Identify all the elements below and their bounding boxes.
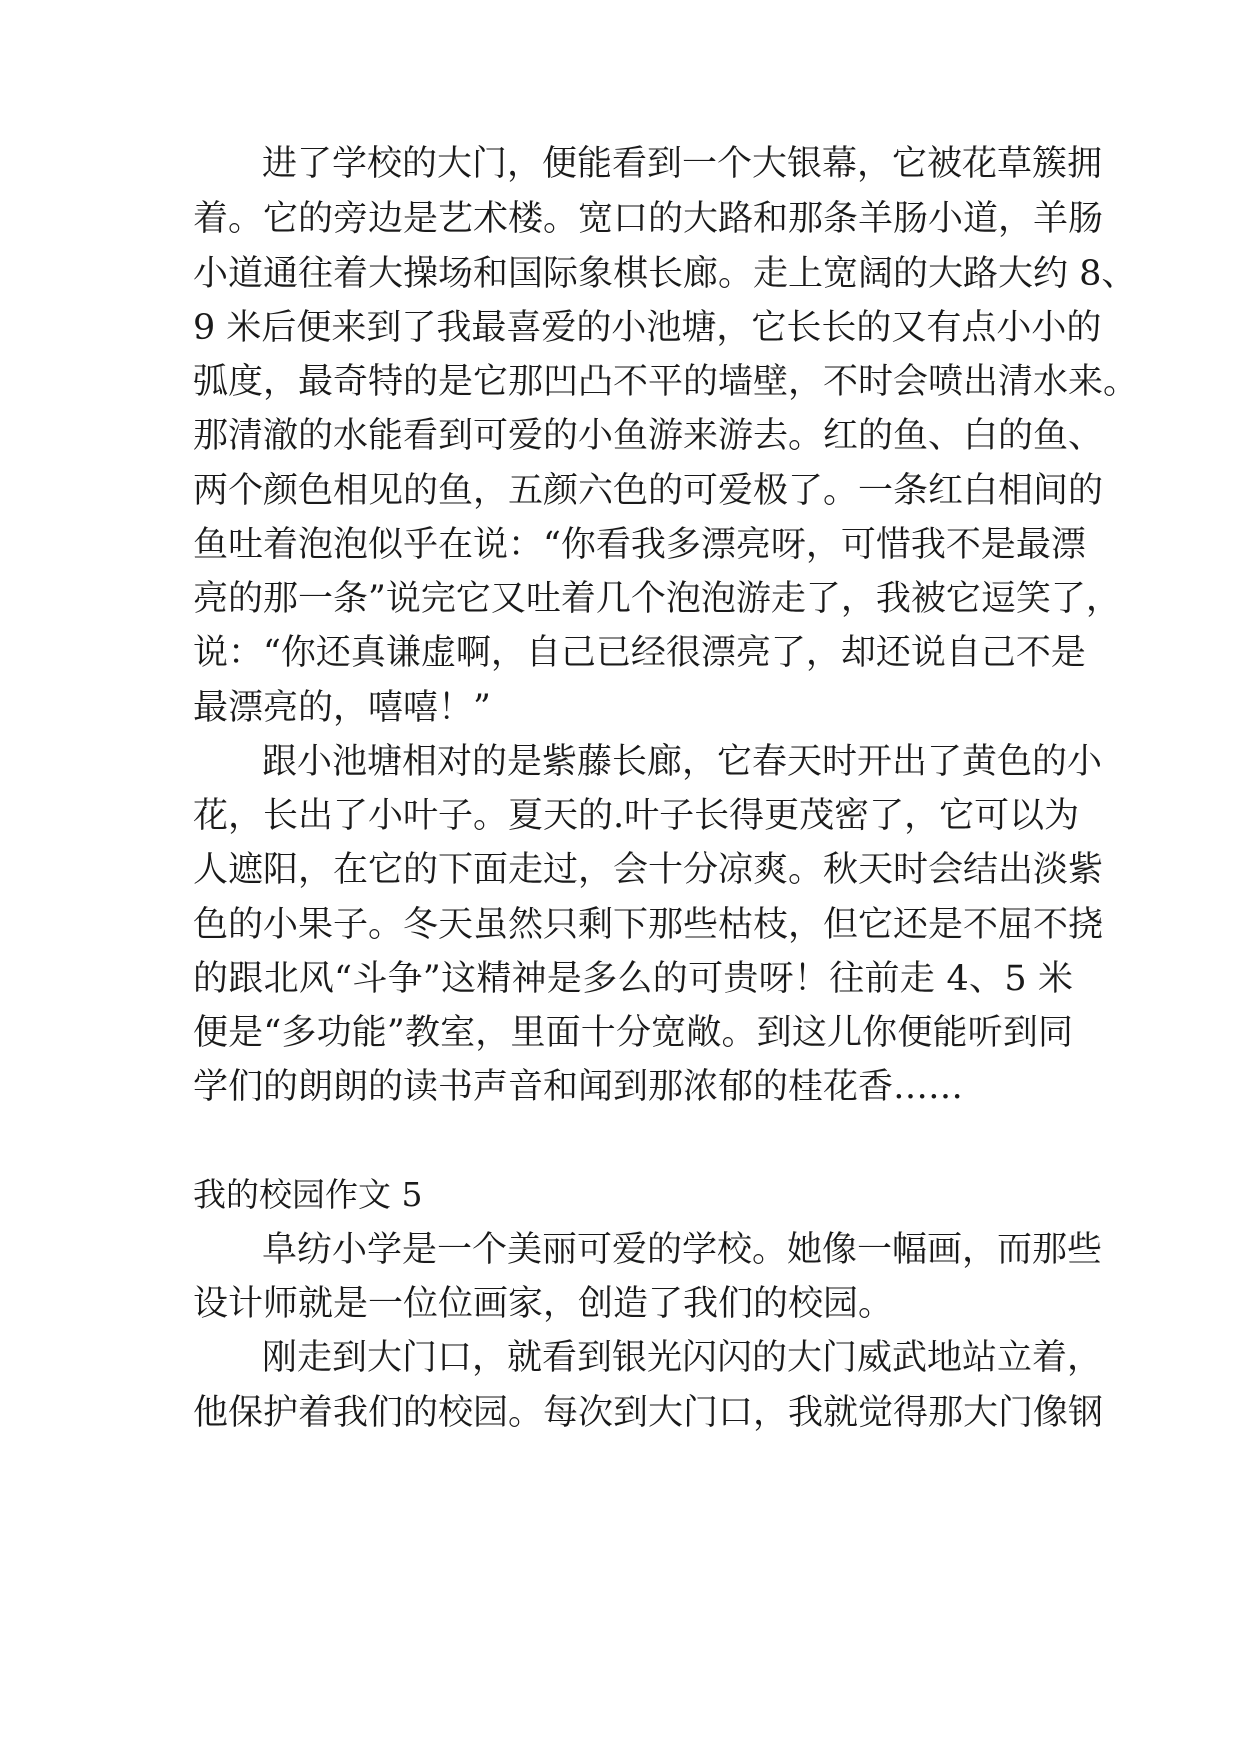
- paragraph-1-line: 进了学校的大门，便能看到一个大银幕，它被花草簇拥: [262, 144, 1103, 184]
- paragraph-2-line: 跟小池塘相对的是紫藤长廊，它春天时开出了黄色的小: [262, 742, 1103, 782]
- paragraph-1-line: 亮的那一条”说完它又吐着几个泡泡游走了，我被它逗笑了，: [193, 579, 1121, 619]
- paragraph-3-line: 设计师就是一位位画家，创造了我们的校园。: [193, 1284, 894, 1324]
- paragraph-1-line: 最漂亮的，嘻嘻！”: [193, 688, 491, 728]
- paragraph-4-line: 刚走到大门口，就看到银光闪闪的大门威武地站立着，: [262, 1338, 1103, 1378]
- paragraph-1-line: 说：“你还真谦虚啊，自己已经很漂亮了，却还说自己不是: [193, 633, 1086, 673]
- section-heading: 我的校园作文 5: [193, 1175, 423, 1214]
- paragraph-1-line: 着。它的旁边是艺术楼。宽口的大路和那条羊肠小道，羊肠: [193, 199, 1104, 239]
- paragraph-1-line: 那清澈的水能看到可爱的小鱼游来游去。红的鱼、白的鱼、: [193, 416, 1104, 456]
- paragraph-3-line: 阜纺小学是一个美丽可爱的学校。她像一幅画，而那些: [262, 1230, 1103, 1270]
- paragraph-1-line: 9 米后便来到了我最喜爱的小池塘，它长长的又有点小小的: [193, 308, 1102, 348]
- paragraph-1-line: 小道通往着大操场和国际象棋长廊。走上宽阔的大路大约 8、: [193, 254, 1137, 294]
- paragraph-2-line: 便是“多功能”教室，里面十分宽敞。到这儿你便能听到同: [193, 1013, 1073, 1053]
- paragraph-2-line: 学们的朗朗的读书声音和闻到那浓郁的桂花香……: [193, 1067, 964, 1107]
- paragraph-1-line: 鱼吐着泡泡似乎在说：“你看我多漂亮呀，可惜我不是最漂: [193, 525, 1086, 565]
- paragraph-1-line: 两个颜色相见的鱼，五颜六色的可爱极了。一条红白相间的: [193, 471, 1104, 511]
- paragraph-4-line: 他保护着我们的校园。每次到大门口，我就觉得那大门像钢: [193, 1393, 1104, 1433]
- paragraph-2-line: 的跟北风“斗争”这精神是多么的可贵呀！往前走 4、5 米: [193, 959, 1073, 999]
- paragraph-2-line: 色的小果子。冬天虽然只剩下那些枯枝，但它还是不屈不挠: [193, 905, 1104, 945]
- paragraph-2-line: 人遮阳，在它的下面走过，会十分凉爽。秋天时会结出淡紫: [193, 850, 1104, 890]
- paragraph-1-line: 弧度，最奇特的是它那凹凸不平的墙壁，不时会喷出清水来。: [193, 362, 1139, 402]
- paragraph-2-line: 花，长出了小叶子。夏天的.叶子长得更茂密了，它可以为: [193, 796, 1080, 836]
